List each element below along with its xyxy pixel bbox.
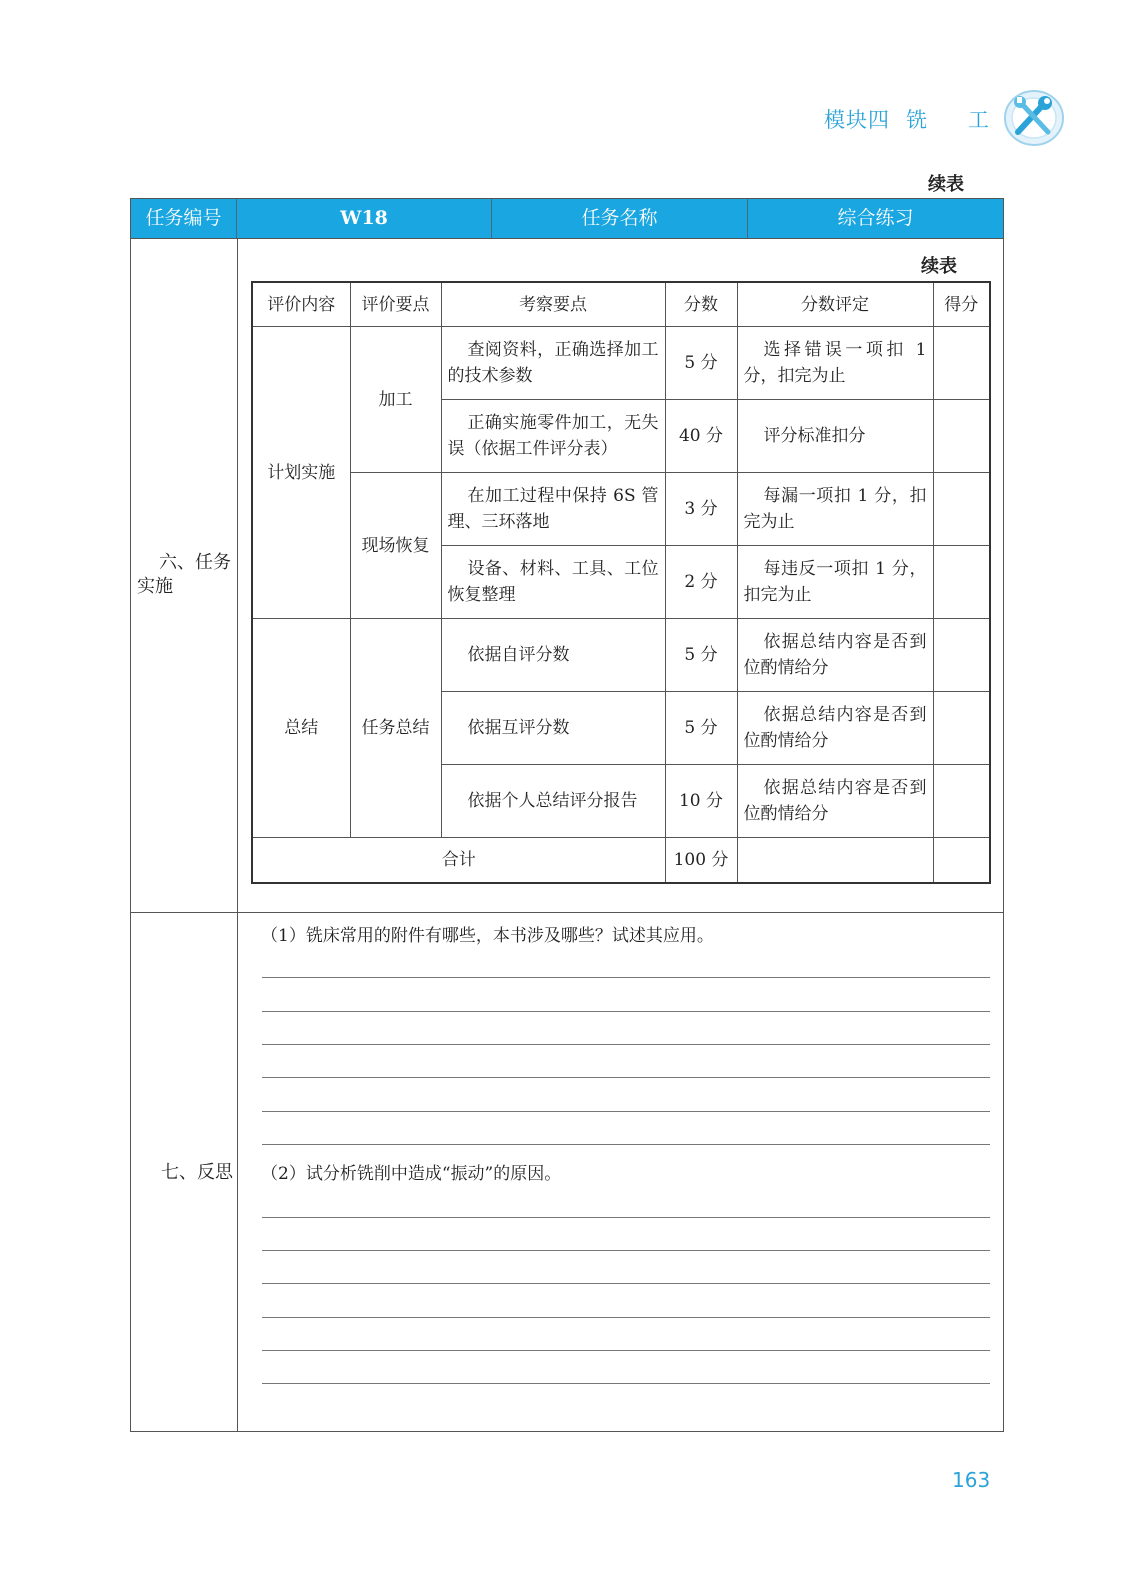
row-rule: 依据总结内容是否到位酌情给分 [737,765,933,838]
header-check-point: 考察要点 [441,282,665,327]
task-name-value: 综合练习 [837,207,914,229]
row-rule: 依据总结内容是否到位酌情给分 [737,692,933,765]
total-row [252,838,990,884]
row-score: 5 分 [665,692,737,765]
total-label: 合计 [252,838,665,884]
answer-line[interactable] [262,1283,990,1284]
answer-line[interactable] [262,1011,990,1012]
row-point: 依据自评分数 [441,619,665,692]
group-plan: 计划实施 [252,327,350,619]
row-got[interactable] [933,765,990,838]
module-label: 模块四 [824,108,890,132]
answer-line[interactable] [262,1217,990,1218]
answer-line[interactable] [262,1350,990,1351]
total-rule [737,838,933,884]
row-point: 在加工过程中保持 6S 管理、三环落地 [441,473,665,546]
continued-label: 续表 [928,174,964,195]
question-2: （2）试分析铣削中造成“振动”的原因。 [261,1164,562,1184]
row-score: 5 分 [665,327,737,400]
task-sheet [130,198,1004,1432]
answer-line[interactable] [262,1317,990,1318]
row-score: 3 分 [665,473,737,546]
row-score: 2 分 [665,546,737,619]
row-got[interactable] [933,327,990,400]
row-got[interactable] [933,619,990,692]
subgroup-task-summary: 任务总结 [350,619,441,838]
table-row [252,327,990,400]
row-rule: 选择错误一项扣 1 分，扣完为止 [737,327,933,400]
row-rule: 每漏一项扣 1 分，扣完为止 [737,473,933,546]
module-header [824,104,990,134]
total-score: 100 分 [665,838,737,884]
total-got[interactable] [933,838,990,884]
answer-line[interactable] [262,1044,990,1045]
column-divider [237,239,238,1432]
subgroup-process: 加工 [350,327,441,473]
section-divider [131,912,1003,913]
task-number-label: 任务编号 [131,199,237,238]
header-score-rule: 分数评定 [737,282,933,327]
module-title-char-1: 铣 [906,108,928,132]
group-summary: 总结 [252,619,350,838]
module-title-char-2: 工 [968,108,990,132]
answer-line[interactable] [262,1383,990,1384]
row-score: 10 分 [665,765,737,838]
row-point: 正确实施零件加工，无失误（依据工件评分表） [441,400,665,473]
row-got[interactable] [933,473,990,546]
row-rule: 依据总结内容是否到位酌情给分 [737,619,933,692]
header-eval-content: 评价内容 [252,282,350,327]
task-name-label: 任务名称 [492,199,748,238]
section-7-label: 七、反思 [161,1162,233,1183]
table-header-row [252,282,990,327]
row-score: 5 分 [665,619,737,692]
table-row [252,619,990,692]
row-rule: 每违反一项扣 1 分，扣完为止 [737,546,933,619]
answer-line[interactable] [262,977,990,978]
answer-line[interactable] [262,1250,990,1251]
row-got[interactable] [933,692,990,765]
section-6-label: 六、任务 实施 [137,552,231,597]
row-score: 40 分 [665,400,737,473]
row-got[interactable] [933,400,990,473]
inner-continued-label: 续表 [921,256,957,277]
question-1: （1）铣床常用的附件有哪些，本书涉及哪些？试述其应用。 [261,926,714,946]
header-got: 得分 [933,282,990,327]
page-number: 163 [952,1468,991,1492]
subgroup-site: 现场恢复 [350,473,441,619]
row-point: 依据互评分数 [441,692,665,765]
evaluation-table [251,281,991,884]
table-row [252,473,990,546]
header-eval-point: 评价要点 [350,282,441,327]
header-score: 分数 [665,282,737,327]
row-rule: 评分标准扣分 [737,400,933,473]
row-point: 依据个人总结评分报告 [441,765,665,838]
row-point: 查阅资料，正确选择加工的技术参数 [441,327,665,400]
answer-line[interactable] [262,1111,990,1112]
task-number-value: W18 [237,199,492,238]
task-header-bar [131,199,1003,239]
wrench-logo-icon [1002,88,1066,148]
answer-line[interactable] [262,1144,990,1145]
row-point: 设备、材料、工具、工位恢复整理 [441,546,665,619]
row-got[interactable] [933,546,990,619]
answer-line[interactable] [262,1077,990,1078]
